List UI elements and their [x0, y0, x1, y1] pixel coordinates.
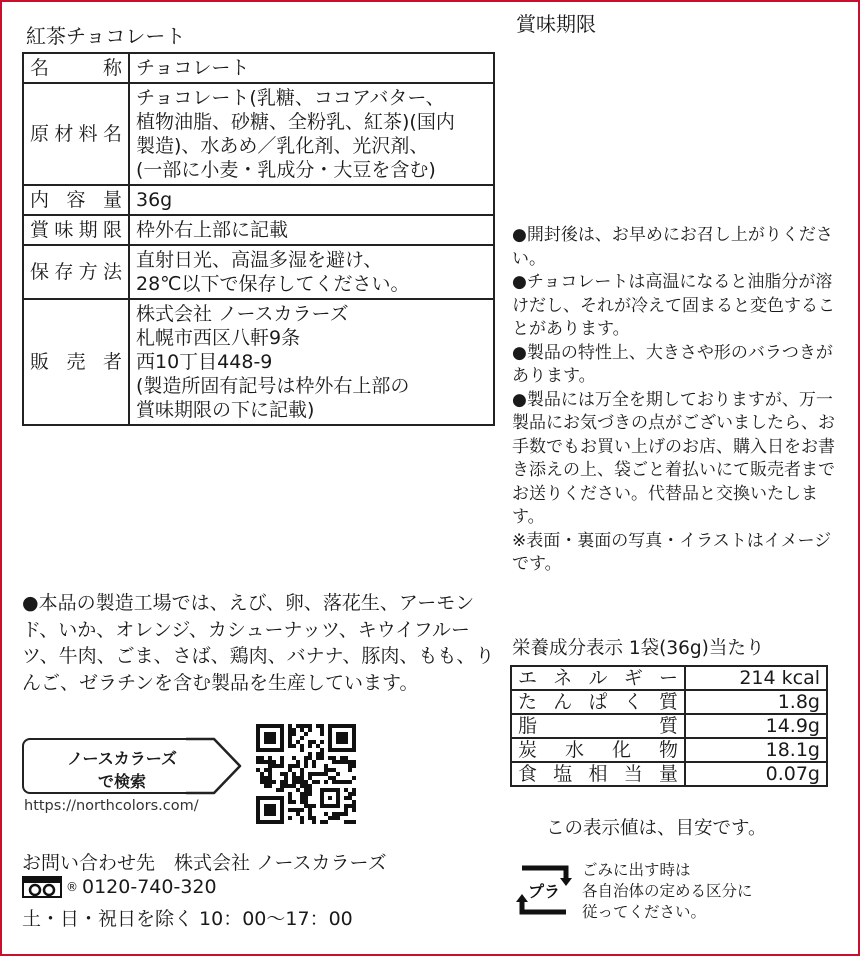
- info-row: [23, 215, 494, 245]
- note-item: ●開封後は、お早めにお召し上がりください。: [512, 225, 833, 269]
- info-value: 枠外右上部に記載: [129, 215, 494, 245]
- recycle-line: ごみに出す時は: [582, 861, 691, 879]
- product-info-table: [22, 52, 495, 426]
- note-item: ※表面・裏面の写真・イラストはイメージです。: [512, 530, 832, 574]
- nutrition-key: 脂質: [511, 714, 685, 738]
- info-row: [23, 83, 494, 185]
- info-row: [23, 299, 494, 425]
- info-value: チョコレート: [129, 53, 494, 83]
- recycle-mark-label: プラ: [527, 882, 561, 901]
- info-key: 原材料名: [23, 83, 129, 185]
- free-dial-icon: [22, 876, 62, 898]
- nutrition-value: 14.9g: [685, 714, 827, 738]
- search-badge-action: で検索: [97, 772, 146, 791]
- info-value: 株式会社 ノースカラーズ 札幌市西区八軒9条 西10丁目448-9 (製造所固有記号は枠外右上部の 賞味期限の下に記載): [129, 299, 494, 425]
- info-key: 保存方法: [23, 245, 129, 299]
- nutrition-value: 18.1g: [685, 738, 827, 762]
- recycle-instructions: [582, 860, 842, 923]
- info-key: 名称: [23, 53, 129, 83]
- business-hours: 土・日・祝日を除く 10：00〜17：00: [22, 908, 353, 930]
- allergy-notice: ●本品の製造工場では、えび、卵、落花生、アーモンド、いか、オレンジ、カシューナッツ、キウイフルーツ、牛肉、ごま、さば、鶏肉、バナナ、豚肉、もも、りんご、ゼラチンを含む製品を生産しています。: [22, 592, 495, 694]
- expiry-header: 賞味期限: [516, 12, 596, 36]
- phone-number: 0120-740-320: [82, 876, 217, 898]
- recycle-line: 従ってください。: [582, 903, 707, 921]
- info-row: [23, 53, 494, 83]
- note-item: ●製品には万全を期しておりますが、万一製品にお気づきの点がございましたら、お手数でもお買い上げのお店、購入日をお書き添えの上、袋ごと着払いにて販売者までお送りください。代替品と交換いたします。: [512, 389, 835, 527]
- info-row: [23, 185, 494, 215]
- nutrition-title: 栄養成分表示 1袋(36g)当たり: [512, 638, 765, 659]
- note-item: ●チョコレートは高温になると油脂分が溶けだし、それが冷えて固まると変色することがあります。: [512, 272, 835, 339]
- nutrition-key: エネルギー: [511, 666, 685, 690]
- badge-arrow-icon: [186, 738, 242, 794]
- nutrition-note: この表示値は、目安です。: [546, 818, 767, 839]
- nutrition-row: [511, 666, 827, 690]
- product-title: 紅茶チョコレート: [26, 24, 186, 48]
- plastic-recycle-icon: [512, 860, 576, 920]
- website-url: https://northcolors.com/: [24, 798, 199, 814]
- nutrition-value: 0.07g: [685, 762, 827, 786]
- nutrition-value: 214 kcal: [685, 666, 827, 690]
- nutrition-row: [511, 690, 827, 714]
- nutrition-row: [511, 738, 827, 762]
- phone-row: [22, 876, 217, 898]
- note-item: ●製品の特性上、大きさや形のバラつきがあります。: [512, 342, 833, 386]
- nutrition-row: [511, 714, 827, 738]
- nutrition-table: [510, 665, 828, 787]
- info-row: [23, 245, 494, 299]
- recycle-line: 各自治体の定める区分に: [582, 882, 753, 900]
- consumer-notes: [512, 224, 842, 577]
- info-value: チョコレート(乳糖、ココアバター、 植物油脂、砂糖、全粉乳、紅茶)(国内 製造)、水あめ／乳化剤、光沢剤、 (一部に小麦・乳成分・大豆を含む): [129, 83, 494, 185]
- contact-label: お問い合わせ先 株式会社 ノースカラーズ: [22, 852, 387, 874]
- registered-mark: ®: [66, 880, 78, 894]
- nutrition-value: 1.8g: [685, 690, 827, 714]
- info-value: 直射日光、高温多湿を避け、 28℃以下で保存してください。: [129, 245, 494, 299]
- search-badge-brand: ノースカラーズ: [67, 749, 177, 768]
- nutrition-key: たんぱく質: [511, 690, 685, 714]
- search-badge: [22, 738, 214, 794]
- nutrition-key: 食塩相当量: [511, 762, 685, 786]
- info-key: 内容量: [23, 185, 129, 215]
- qr-code-icon: [256, 724, 356, 824]
- nutrition-key: 炭水化物: [511, 738, 685, 762]
- info-key: 販売者: [23, 299, 129, 425]
- nutrition-row: [511, 762, 827, 786]
- info-key: 賞味期限: [23, 215, 129, 245]
- info-value: 36g: [129, 185, 494, 215]
